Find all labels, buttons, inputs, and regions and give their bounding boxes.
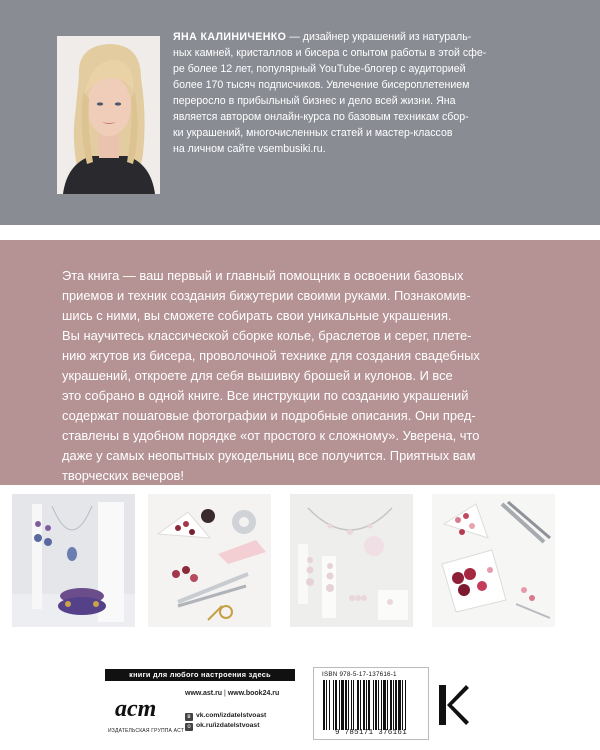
barcode-bar xyxy=(405,680,406,730)
publisher-group-name: ИЗДАТЕЛЬСКАЯ ГРУППА АСТ xyxy=(108,728,184,734)
bio-line: ки украшений, многочисленных статей и мастер-классов xyxy=(173,127,453,139)
barcode-bar xyxy=(378,680,379,730)
barcode-bar xyxy=(339,680,340,730)
bio-line: ных камней, кристаллов и бисера с опытом работы в этой сфе- xyxy=(173,47,487,59)
ast-publisher-logo xyxy=(107,686,175,730)
barcode-bar xyxy=(395,680,397,730)
barcode-bar xyxy=(373,680,374,730)
barcode-bar xyxy=(360,680,361,730)
barcode-bar xyxy=(375,680,377,730)
ok-icon: о xyxy=(185,723,193,731)
publisher-websites xyxy=(185,690,279,697)
website-link[interactable]: www.ast.ru xyxy=(185,690,223,697)
jewelry-photo-tools xyxy=(148,494,271,627)
description-line: нию жгутов из бисера, проволочной технике для создания свадебных xyxy=(62,348,480,363)
footer xyxy=(0,640,600,750)
barcode-bar xyxy=(333,680,334,730)
bio-line: на личном сайте vsembusiki.ru. xyxy=(173,143,326,155)
ok-link[interactable]: ok.ru/izdatelstvoast xyxy=(196,722,260,729)
jewelry-photo-set xyxy=(12,494,135,627)
link-separator: | xyxy=(224,690,226,697)
barcode-bar xyxy=(398,680,401,730)
barcode-bar xyxy=(387,680,388,730)
barcode-bar xyxy=(345,680,347,730)
website-link[interactable]: www.book24.ru xyxy=(227,690,280,697)
book-description xyxy=(62,266,538,486)
bio-line: является автором онлайн-курса по базовым техникам сбор- xyxy=(173,111,469,123)
social-links xyxy=(185,711,266,731)
description-line: даже у самых неопытных рукодельниц все получится. Приятных вам xyxy=(62,448,476,463)
jewelry-photo-beads xyxy=(432,494,555,627)
bio-line: более 170 тысяч подписчиков. Увлечение бисероплетением xyxy=(173,79,470,91)
description-line: это собрано в одной книге. Все инструкции по созданию украшений xyxy=(62,388,469,403)
barcode-bar xyxy=(402,680,403,730)
barcode-digits: 9 785171 376161 xyxy=(334,729,407,737)
barcode-bar xyxy=(368,680,370,730)
description-line: творческих вечеров! xyxy=(62,468,184,483)
barcode-bar xyxy=(329,680,330,730)
k-imprint-logo xyxy=(438,683,470,727)
bio-line: — дизайнер украшений из натураль- xyxy=(289,31,472,43)
bio-line: ре более 12 лет, популярный YouTube-блогер с аудиторией xyxy=(173,63,466,75)
vk-icon: в xyxy=(185,713,193,721)
barcode-bar xyxy=(383,680,386,730)
ast-logo-text: аст xyxy=(115,696,157,722)
description-line: Эта книга — ваш первый и главный помощник в освоении базовых xyxy=(62,268,464,283)
description-line: приемов и техник создания бижутерии своими руками. Познакомив- xyxy=(62,288,471,303)
description-line: украшений, откроете для себя вышивку брошей и кулонов. И все xyxy=(62,368,453,383)
author-bio xyxy=(173,29,518,157)
author-portrait xyxy=(57,36,160,194)
barcode-bar xyxy=(381,680,382,730)
bio-line: переросло в прибыльный бизнес и дело всей жизни. Яна xyxy=(173,95,456,107)
band-divider xyxy=(0,225,600,240)
social-row xyxy=(185,711,266,721)
social-row xyxy=(185,721,266,731)
barcode-bar xyxy=(393,680,394,730)
author-name: ЯНА КАЛИНИЧЕНКО xyxy=(173,31,287,43)
vk-link[interactable]: vk.com/izdatelstvoast xyxy=(196,712,267,719)
description-line: Вы научитесь классической сборке колье, браслетов и серег, плете- xyxy=(62,328,472,343)
barcode-bar xyxy=(353,680,354,730)
barcode-bar xyxy=(351,680,352,730)
barcode-bar xyxy=(363,680,365,730)
description-line: ставлены в удобном порядке «от простого к сложному». Уверена, что xyxy=(62,428,480,443)
barcode-bar xyxy=(341,680,344,730)
jewelry-photo-pearls xyxy=(290,494,413,627)
description-line: шись с ними, вы сможете собирать свои уникальные украшения. xyxy=(62,308,452,323)
barcode-bar xyxy=(390,680,392,730)
description-line: содержат пошаговые фотографии и подробные описания. Они пред- xyxy=(62,408,476,423)
barcode-bar xyxy=(335,680,337,730)
barcode-bar xyxy=(357,680,359,730)
barcode xyxy=(322,680,420,730)
isbn-number: ISBN 978-5-17-137616-1 xyxy=(322,671,397,678)
publisher-tagline: книги для любого настроения здесь xyxy=(105,669,295,681)
barcode-bar xyxy=(323,680,325,730)
barcode-bar xyxy=(326,680,327,730)
barcode-bar xyxy=(348,680,349,730)
barcode-bar xyxy=(366,680,367,730)
